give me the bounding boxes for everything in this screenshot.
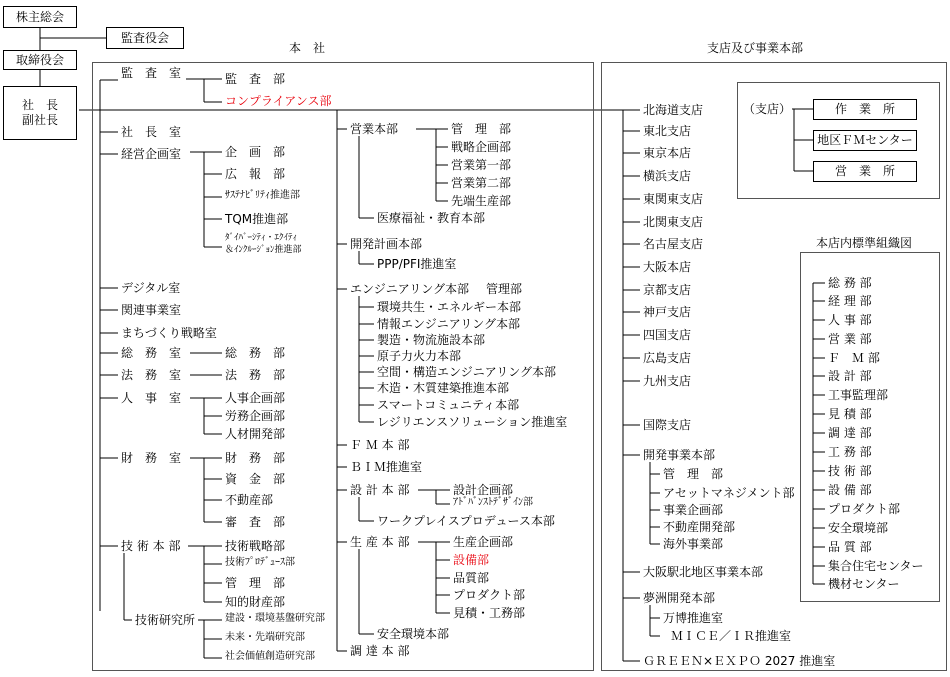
bim-office: ＢＩＭ推進室 [350, 460, 423, 474]
osaka-north-hq: 大阪駅北地区事業本部 [643, 565, 764, 579]
standard-org-item: プロダクト部 [828, 502, 901, 516]
board-box [3, 50, 77, 70]
branch-item: 広島支店 [643, 351, 692, 365]
branch-item: 神戸支店 [643, 305, 692, 319]
planning-office: 経営企画室 [121, 147, 182, 161]
yumeshima-item: ＭＩＣＥ／ＩＲ推進室 [671, 629, 792, 643]
standard-org-item: 工事監理部 [828, 388, 889, 402]
research-item: 未来・先端研究部 [225, 632, 305, 643]
finance-item: 審 査 部 [225, 515, 286, 529]
yumeshima-item: 万博推進室 [663, 611, 724, 625]
standard-org-item: 品 質 部 [828, 540, 872, 554]
sales-item: 戦略企画部 [451, 140, 512, 154]
finance-item: 不動産部 [225, 493, 274, 507]
branch-org-box-label: 作 業 所 [834, 102, 895, 116]
tech-item: 技術戦略部 [225, 539, 286, 553]
standard-org-item: 安全環境部 [828, 521, 889, 535]
green-expo-office: ＧＲＥＥＮ×ＥＸＰＯ 2027 推進室 [643, 654, 836, 668]
design-item: 設計企画部 [453, 483, 514, 497]
branch-item: 北海道支店 [643, 103, 704, 117]
eng-hq: エンジニアリング本部 [350, 282, 469, 296]
standard-org-item: 設 計 部 [828, 369, 872, 383]
legal-dept: 法 務 部 [225, 368, 286, 382]
tech-hq: 技 術 本 部 [121, 539, 181, 553]
procurement-hq: 調 達 本 部 [350, 644, 410, 658]
dev-plan-hq: 開発計画本部 [350, 237, 423, 251]
legal-office: 法 務 室 [121, 368, 182, 382]
branch-org-label: （支店） [743, 102, 792, 116]
sales-item: 管 理 部 [451, 122, 512, 136]
standard-org-header: 本店内標準組織図 [816, 236, 913, 250]
standard-org-item: 人 事 部 [828, 313, 872, 327]
hr-office: 人 事 室 [121, 391, 182, 405]
eng-item: 環境共生・エネルギー本部 [377, 300, 522, 314]
standard-org-item: 技 術 部 [828, 464, 872, 478]
workplace-dept: ワークプレイスプロデュース本部 [377, 514, 555, 528]
hr-item: 労務企画部 [225, 409, 286, 423]
general-affairs-office: 総 務 室 [121, 346, 182, 360]
branch-item: 国際支店 [643, 418, 692, 432]
standard-org-item: 工 務 部 [828, 445, 872, 459]
safety-dept: 安全環境本部 [377, 627, 450, 641]
dev-business-item: 事業企画部 [663, 503, 724, 517]
branch-item: 横浜支店 [643, 169, 692, 183]
finance-office: 財 務 室 [121, 451, 182, 465]
eng-item: 情報エンジニアリング本部 [377, 317, 520, 331]
design-item: ｱﾄﾞﾊﾞﾝｽﾄﾃﾞｻﾞｲﾝ部 [453, 497, 533, 508]
ppp-dept: PPP/PFI推進室 [377, 257, 457, 271]
branch-org-box-label: 営 業 所 [834, 164, 895, 178]
research-institute: 技術研究所 [135, 613, 196, 627]
standard-org-item: 総 務 部 [828, 276, 872, 290]
dev-business-item: 海外事業部 [663, 537, 724, 551]
digital-office: デジタル室 [121, 281, 181, 295]
production-item: 品質部 [453, 571, 490, 585]
design-hq: 設 計 本 部 [350, 483, 410, 497]
standard-org-item: 見 積 部 [828, 407, 872, 421]
production-item: 見積・工務部 [453, 606, 526, 620]
planning-item: TQM推進部 [225, 212, 289, 226]
dev-business-item: 管 理 部 [663, 467, 724, 481]
affiliates-office: 関連事業室 [121, 303, 182, 317]
diversity-dept-line2: ＆ｲﾝｸﾙｰｼﾞｮﾝ推進部 [225, 245, 302, 255]
standard-org-item: 集合住宅センター [828, 559, 924, 573]
production-item: 設備部 [453, 553, 490, 567]
planning-item: 広 報 部 [225, 167, 286, 181]
tech-item: 技術ﾌﾟﾛﾃﾞｭｰｽ部 [225, 557, 295, 568]
production-item: 生産企画部 [453, 535, 514, 549]
branch-item: 北関東支店 [643, 215, 704, 229]
executive-box-label: 副社長 [21, 113, 58, 127]
branch-item: 東関東支店 [643, 192, 704, 206]
sales-item: 営業第二部 [451, 176, 512, 190]
research-item: 社会価値創造研究部 [225, 651, 315, 662]
branch-item: 名古屋支店 [643, 237, 704, 251]
production-hq: 生 産 本 部 [350, 535, 410, 549]
branch-item: 九州支店 [643, 374, 692, 388]
standard-org-item: 設 備 部 [828, 483, 872, 497]
eng-mgmt-dept: 管理部 [486, 282, 523, 296]
auditor-board-box [106, 27, 184, 49]
sales-item: 営業第一部 [451, 158, 512, 172]
executive-box [3, 86, 77, 140]
board-box-label: 取締役会 [15, 52, 64, 67]
audit-dept: 監 査 部 [225, 72, 286, 86]
eng-item: 木造・木質建築推進本部 [377, 381, 510, 395]
general-affairs-dept: 総 務 部 [225, 346, 286, 360]
branches-header: 支店及び事業本部 [707, 41, 804, 55]
town-office: まちづくり戦略室 [121, 326, 217, 340]
dev-business-item: 不動産開発部 [663, 520, 736, 534]
diversity-dept-line1: ﾀﾞｲﾊﾞｰｼﾃｨ・ｴｸｲﾃｨ [225, 233, 298, 243]
eng-item: スマートコミュニティ本部 [377, 398, 520, 412]
finance-item: 財 務 部 [225, 451, 286, 465]
hr-item: 人材開発部 [225, 427, 286, 441]
finance-item: 資 金 部 [225, 472, 286, 486]
tech-item: 管 理 部 [225, 576, 286, 590]
standard-org-item: 調 達 部 [828, 426, 872, 440]
branch-item: 東北支店 [643, 124, 692, 138]
president-office: 社 長 室 [121, 125, 182, 139]
branch-item: 四国支店 [643, 328, 692, 342]
production-item: プロダクト部 [453, 588, 526, 602]
shareholders-box-label: 株主総会 [15, 9, 64, 24]
branch-org-box [813, 161, 917, 182]
branch-org-box-label: 地区ＦＭセンター [817, 133, 913, 147]
standard-org-item: 営 業 部 [828, 332, 872, 346]
hr-item: 人事企画部 [225, 391, 286, 405]
yumeshima-hq: 夢洲開発本部 [643, 591, 716, 605]
eng-item: 空間・構造エンジニアリング本部 [377, 365, 556, 379]
standard-org-item: 経 理 部 [828, 294, 872, 308]
standard-org-item: 機材センター [828, 577, 900, 591]
planning-item: 企 画 部 [225, 145, 286, 159]
compliance-dept: コンプライアンス部 [225, 94, 332, 108]
branch-org-box [813, 130, 917, 151]
branch-org-box [813, 99, 917, 120]
research-item: 建設・環境基盤研究部 [225, 613, 325, 624]
standard-org-item: Ｆ Ｍ 部 [828, 351, 880, 365]
branch-item: 東京本店 [643, 146, 692, 160]
medical-dept: 医療福祉・教育本部 [377, 211, 486, 225]
executive-box-label: 社 長 [21, 98, 58, 112]
dev-business-item: アセットマネジメント部 [663, 486, 795, 500]
tech-item: 知的財産部 [225, 595, 286, 609]
eng-item: 製造・物流施設本部 [377, 333, 486, 347]
fm-hq: Ｆ Ｍ 本 部 [350, 438, 410, 452]
eng-item: レジリエンスソリューション推進室 [377, 415, 568, 429]
sales-item: 先端生産部 [451, 194, 512, 208]
branch-item: 大阪本店 [643, 260, 692, 274]
honsha-header: 本 社 [289, 41, 326, 55]
branch-item: 京都支店 [643, 283, 692, 297]
eng-item: 原子力火力本部 [377, 349, 462, 363]
dev-business-hq: 開発事業本部 [643, 448, 716, 462]
shareholders-box [3, 6, 77, 28]
planning-item: ｻｽﾃﾅﾋﾞﾘﾃｨ推進部 [225, 190, 300, 201]
sales-hq: 営業本部 [350, 122, 399, 136]
auditor-board-box-label: 監査役会 [120, 30, 169, 45]
audit-office: 監 査 室 [121, 66, 182, 80]
